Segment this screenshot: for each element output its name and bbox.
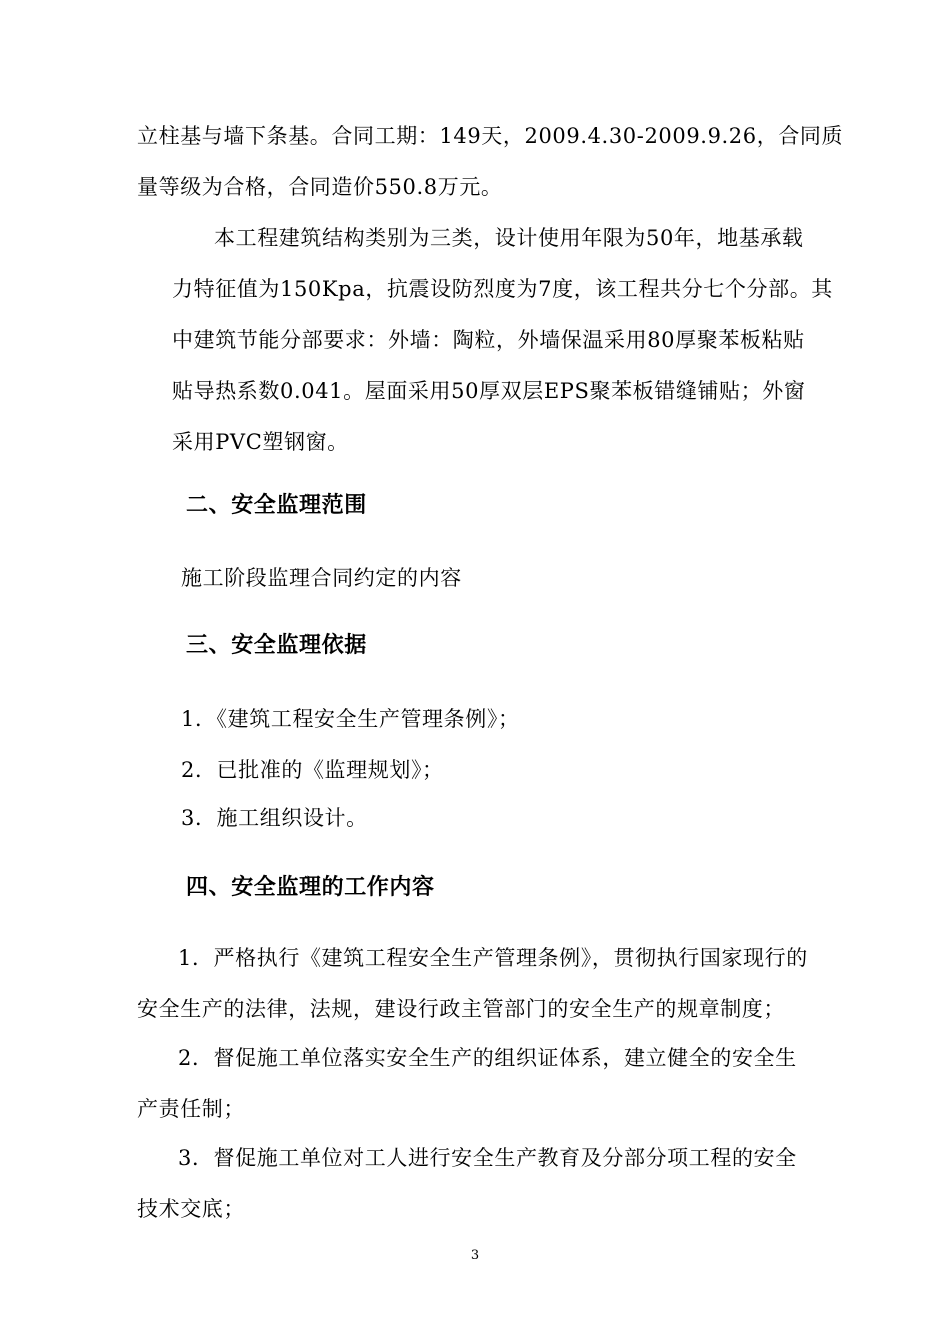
section-4-heading: 四、安全监理的工作内容 — [186, 875, 435, 900]
list-item: 2．已批准的《监理规划》； — [181, 758, 444, 782]
list-item: 1．《建筑工程安全生产管理条例》； — [181, 707, 520, 731]
list-item: 2．督促施工单位落实安全生产的组织证体系，建立健全的安全生 — [178, 1046, 797, 1070]
overview-line-2: 量等级为合格，合同造价550.8万元。 — [137, 175, 503, 199]
paragraph-line: 贴导热系数0.041。屋面采用50厚双层EPS聚苯板错缝铺贴；外窗 — [172, 379, 806, 403]
list-item: 3．施工组织设计。 — [181, 806, 368, 830]
list-item-continuation: 安全生产的法律，法规，建设行政主管部门的安全生产的规章制度； — [137, 997, 785, 1021]
overview-line-1: 立柱基与墙下条基。合同工期：149天，2009.4.30-2009.9.26，合同质 — [137, 124, 844, 148]
section-2-text: 施工阶段监理合同约定的内容 — [181, 566, 462, 590]
paragraph-line: 本工程建筑结构类别为三类，设计使用年限为50年，地基承载 — [214, 226, 804, 250]
list-item-continuation: 技术交底； — [137, 1197, 245, 1221]
list-item: 1．严格执行《建筑工程安全生产管理条例》，贯彻执行国家现行的 — [178, 946, 808, 970]
section-3-heading: 三、安全监理依据 — [186, 633, 367, 658]
paragraph-line: 力特征值为150Kpa，抗震设防烈度为7度，该工程共分七个分部。其 — [172, 277, 833, 301]
section-2-heading: 二、安全监理范围 — [186, 493, 367, 518]
paragraph-line: 采用PVC塑钢窗。 — [172, 430, 349, 454]
list-item-continuation: 产责任制； — [137, 1097, 245, 1121]
list-item: 3．督促施工单位对工人进行安全生产教育及分部分项工程的安全 — [178, 1146, 797, 1170]
paragraph-line: 中建筑节能分部要求：外墙：陶粒，外墙保温采用80厚聚苯板粘贴 — [172, 328, 805, 352]
page-number: 3 — [470, 1248, 480, 1263]
